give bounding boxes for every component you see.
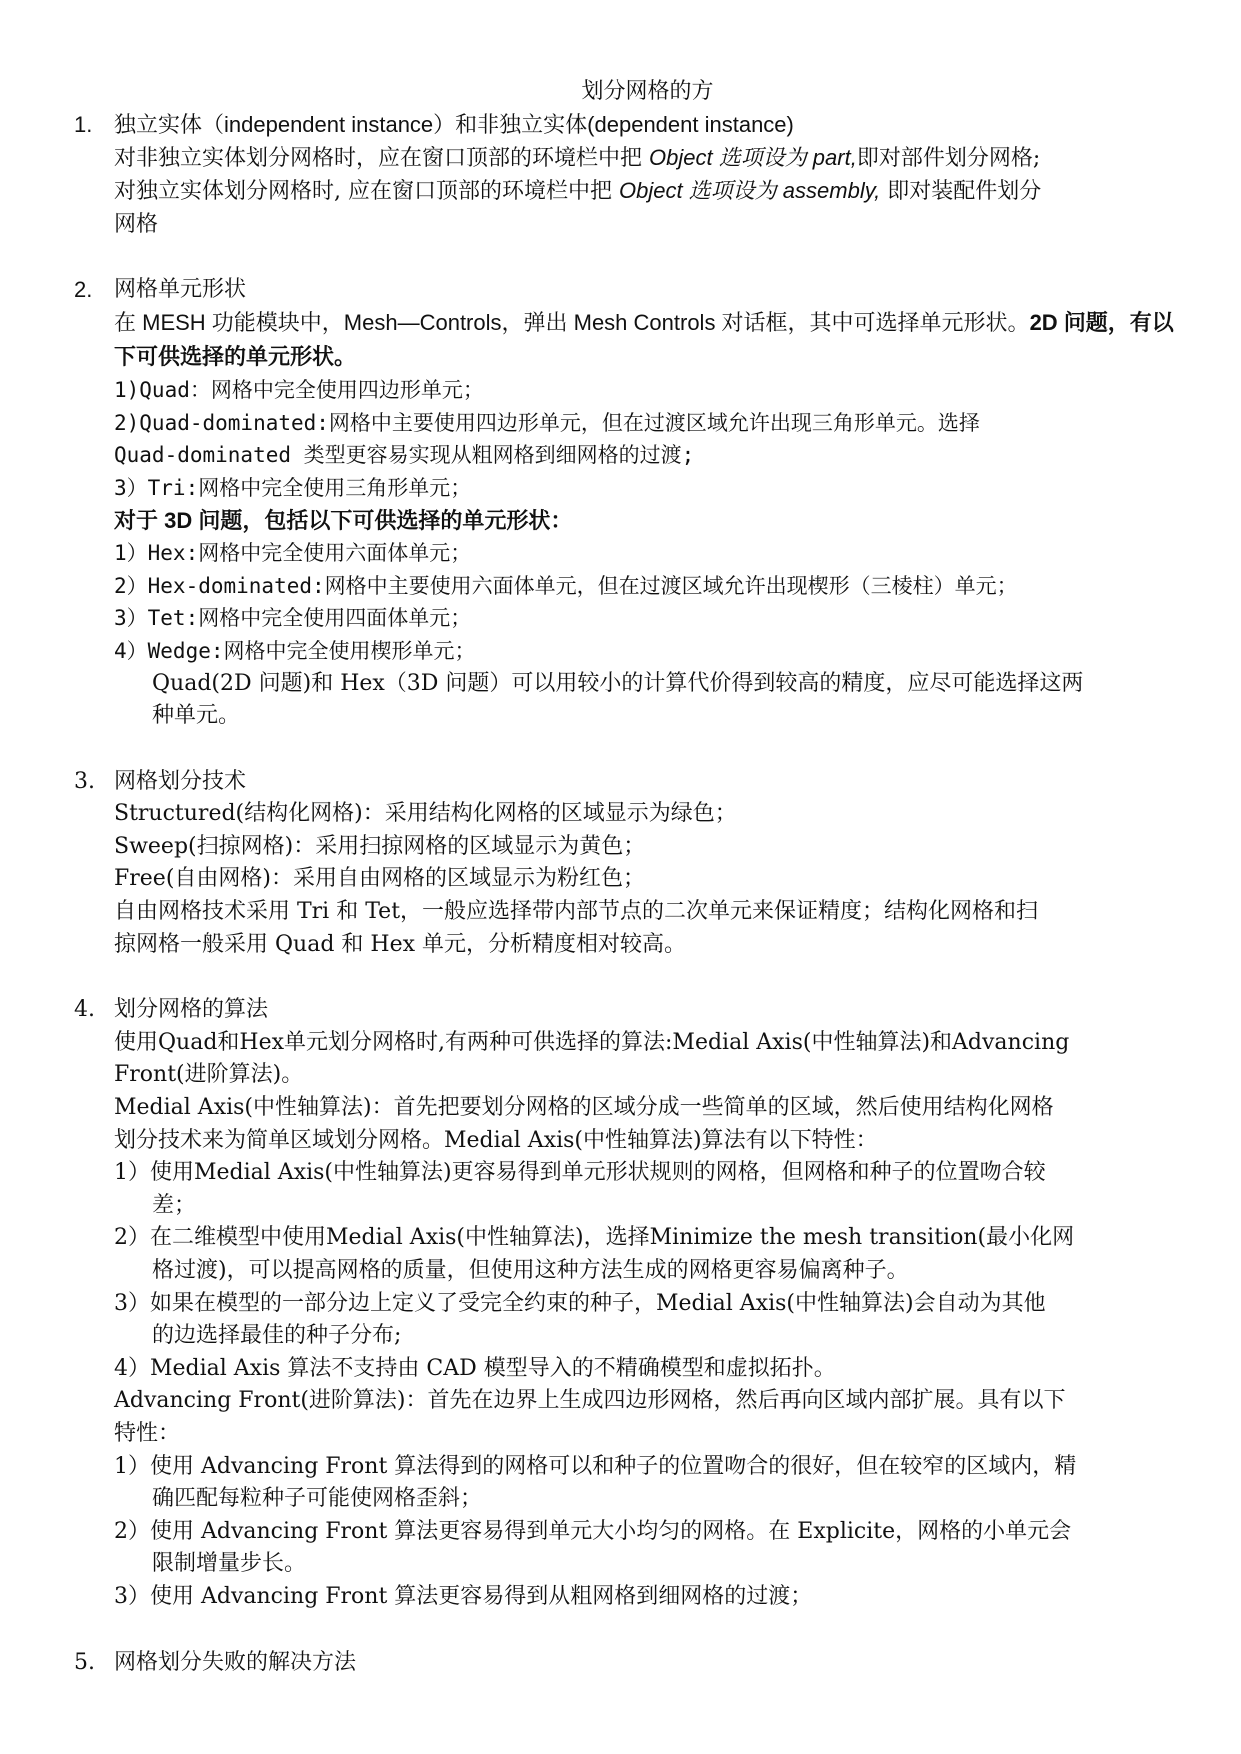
section-heading: 划分网格的算法 [114,997,269,1023]
list-item-continuation: 确匹配每粒种子可能使网格歪斜； [152,1486,483,1512]
note-line: 种单元。 [152,703,241,729]
section-2 [74,274,1181,732]
paragraph-line: 掠网格一般采用 Quad 和 Hex 单元，分析精度相对较高。 [114,931,686,957]
section-4 [74,994,1181,1613]
list-item: 4）Medial Axis 算法不支持由 CAD 模型导入的不精确模型和虚拟拓扑。 [114,1355,836,1381]
list-item: 2)Quad-dominated:网格中主要使用四边形单元，但在过渡区域允许出现三角形单元。选择 [114,410,980,435]
list-item-continuation: 格过渡)，可以提高网格的质量，但使用这种方法生成的网格更容易偏离种子。 [152,1258,909,1283]
paragraph-line: 特性： [114,1420,181,1446]
section-heading: 网格单元形状 [114,277,247,303]
section-heading: 网格划分技术 [114,768,247,794]
section-number: 2. [74,277,93,303]
list-item: 1）Hex:网格中完全使用六面体单元； [114,541,472,566]
section-number: 1. [74,112,93,137]
list-item: 3）使用 Advancing Front 算法更容易得到从粗网格到细网格的过渡； [114,1583,813,1609]
paragraph-line: 使用Quad和Hex单元划分网格时,有两种可供选择的算法:Medial Axis(中性轴算法)和Advancing [114,1029,1070,1055]
section-1 [74,109,1181,241]
section-3 [74,766,1181,962]
list-item: 1）使用 Advancing Front 算法得到的网格可以和种子的位置吻合的很好，但在较窄的区域内，精 [114,1453,1077,1479]
list-item: Quad-dominated 类型更容易实现从粗网格到细网格的过渡; [114,443,695,468]
list-item: 3）Tri:网格中完全使用三角形单元； [114,475,472,500]
paragraph-line: 划分技术来为简单区域划分网格。Medial Axis(中性轴算法)算法有以下特性： [114,1127,878,1153]
section-number: 5. [74,1649,95,1675]
paragraph-line: Free(自由网格)：采用自由网格的区域显示为粉红色； [114,866,645,892]
list-item: 2）在二维模型中使用Medial Axis(中性轴算法)，选择Minimize the mesh transition(最小化网 [114,1225,1075,1251]
list-item: 2）使用 Advancing Front 算法更容易得到单元大小均匀的网格。在 Explicite，网格的小单元会 [114,1518,1072,1544]
paragraph-line: Structured(结构化网格)：采用结构化网格的区域显示为绿色； [114,801,737,827]
paragraph-line: 网格 [114,211,159,237]
list-item: 2）Hex-dominated:网格中主要使用六面体单元，但在过渡区域允许出现楔形（三棱柱）单元； [114,573,1018,598]
paragraph-line: 对非独立实体划分网格时，应在窗口顶部的环境栏中把 Object 选项设为 part,即对部件划分网格; [114,144,1041,171]
paragraph-line: Medial Axis(中性轴算法)：首先把要划分网格的区域分成一些简单的区域，然后使用结构化网格 [114,1095,1054,1121]
section-heading: 独立实体（independent instance）和非独立实体(dependent instance) [114,112,794,137]
list-item: 1）使用Medial Axis(中性轴算法)更容易得到单元形状规则的网格，但网格和种子的位置吻合较 [114,1160,1046,1186]
section-5 [74,1647,1181,1680]
list-item: 1)Quad：网格中完全使用四边形单元； [114,378,484,403]
section-number: 3. [74,768,95,794]
list-item: 3）如果在模型的一部分边上定义了受完全约束的种子，Medial Axis(中性轴算法)会自动为其他 [114,1290,1046,1316]
paragraph-line: Front(进阶算法)。 [114,1062,304,1088]
list-item: 3）Tet:网格中完全使用四面体单元； [114,606,472,631]
list-item-continuation: 限制增量步长。 [152,1551,307,1577]
paragraph-line: 对独立实体划分网格时, 应在窗口顶部的环境栏中把 Object 选项设为 assembly, 即对装配件划分 [114,178,1042,205]
page-title: 划分网格的方 [581,79,714,104]
paragraph-line: Advancing Front(进阶算法)：首先在边界上生成四边形网格，然后再向区域内部扩展。具有以下 [114,1388,1066,1414]
list-item: 4）Wedge:网格中完全使用楔形单元； [114,638,476,663]
section-heading: 网格划分失败的解决方法 [114,1649,357,1675]
list-item-continuation: 差； [152,1192,197,1218]
subheading: 对于 3D 问题，包括以下可供选择的单元形状： [114,507,573,533]
paragraph-line: Sweep(扫掠网格)：采用扫掠网格的区域显示为黄色； [114,833,646,859]
section-number: 4. [74,997,95,1023]
note-line: Quad(2D 问题)和 Hex（3D 问题）可以用较小的计算代价得到较高的精度，应尽可能选择这两 [152,670,1084,696]
list-item-continuation: 的边选择最佳的种子分布; [152,1323,402,1349]
paragraph-line: 自由网格技术采用 Tri 和 Tet，一般应选择带内部节点的二次单元来保证精度；结构化网格和扫 [114,899,1039,925]
paragraph: 在 MESH 功能模块中，Mesh—Controls，弹出 Mesh Controls 对话框，其中可选择单元形状。2D 问题，有以下可供选择的单元形状。 [114,309,1174,369]
